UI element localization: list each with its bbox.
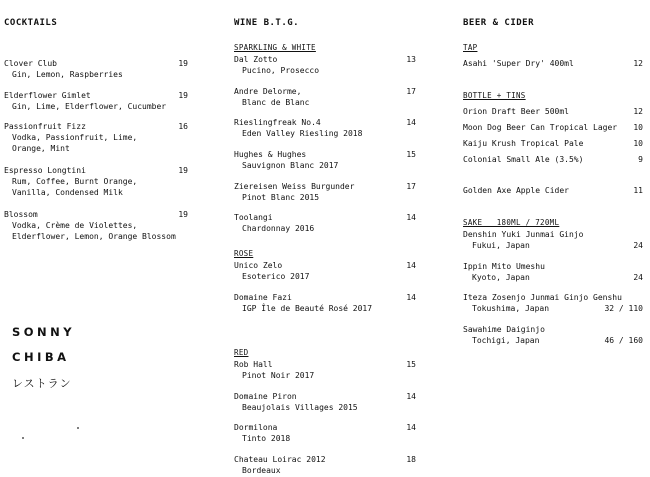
menu-item (463, 154, 643, 165)
menu-item (234, 149, 416, 171)
item-name: Elderflower Gimlet (4, 91, 91, 100)
item-price: 9 (638, 155, 643, 164)
menu-item (4, 209, 188, 242)
menu-item (463, 229, 643, 251)
item-price: 24 (633, 273, 643, 282)
menu-item (4, 90, 188, 112)
menu-item (234, 422, 416, 444)
item-desc: Orange, Mint (12, 144, 70, 153)
brand-japanese: レストラン (12, 377, 72, 390)
item-name: Unico Zelo (234, 261, 283, 270)
item-name: Chateau Loirac 2012 (234, 455, 326, 464)
item-name: Orion Draft Beer 500ml (463, 107, 569, 116)
item-name: Sawahime Daiginjo (463, 325, 545, 334)
section-heading-red: RED (234, 348, 249, 357)
item-price: 12 (633, 59, 643, 68)
section-heading-bottle: BOTTLE + TINS (463, 91, 526, 100)
menu-item (463, 292, 643, 314)
section-heading-tap: TAP (463, 43, 478, 52)
item-name: Andre Delorme, (234, 87, 302, 96)
item-name: Clover Club (4, 59, 57, 68)
menu-item (234, 181, 416, 203)
item-desc: Rum, Coffee, Burnt Orange, (12, 177, 138, 186)
item-desc: Chardonnay 2016 (242, 224, 315, 233)
item-price: 17 (406, 182, 416, 191)
item-name: Iteza Zosenjo Junmai Ginjo Genshu (463, 293, 622, 302)
menu-item (234, 292, 416, 314)
menu-item (4, 165, 188, 198)
item-name: Passionfruit Fizz (4, 122, 86, 131)
decorative-dot (22, 437, 24, 439)
item-price: 14 (406, 213, 416, 222)
item-name: Rob Hall (234, 360, 273, 369)
item-desc: Pinot Noir 2017 (242, 371, 315, 380)
item-name: Hughes & Hughes (234, 150, 307, 159)
item-desc: Eden Valley Riesling 2018 (242, 129, 363, 138)
item-price: 16 (178, 122, 188, 131)
item-name: Domaine Fazi (234, 293, 292, 302)
item-price: 11 (633, 186, 643, 195)
wine-column (234, 0, 416, 477)
item-desc: Beaujolais Villages 2015 (242, 403, 358, 412)
item-desc: Fukui, Japan (472, 241, 530, 250)
section-heading-sparkling: SPARKLING & WHITE (234, 43, 316, 52)
item-name: Dal Zotto (234, 55, 278, 64)
item-price: 14 (406, 423, 416, 432)
item-desc: Esoterico 2017 (242, 272, 310, 281)
menu-item (234, 212, 416, 234)
item-desc: Tochigi, Japan (472, 336, 540, 345)
menu-item (463, 138, 643, 149)
item-price: 15 (406, 150, 416, 159)
item-name: Asahi 'Super Dry' 400ml (463, 59, 574, 68)
item-desc: Gin, Lime, Elderflower, Cucumber (12, 102, 167, 111)
item-price: 19 (178, 91, 188, 100)
item-price: 24 (633, 241, 643, 250)
item-price: 14 (406, 392, 416, 401)
beer-title: BEER & CIDER (463, 18, 535, 28)
brand-logo-line1: SONNY (12, 325, 76, 339)
item-name: Kaiju Krush Tropical Pale (463, 139, 584, 148)
item-price: 14 (406, 293, 416, 302)
menu-item (463, 261, 643, 283)
item-desc: Vanilla, Condensed Milk (12, 188, 123, 197)
menu-item (4, 58, 188, 80)
menu-item (234, 117, 416, 139)
item-price: 10 (633, 139, 643, 148)
menu-item (463, 185, 643, 196)
item-name: Domaine Piron (234, 392, 297, 401)
section-heading-sake: SAKE 180ML / 720ML (463, 218, 560, 227)
item-price: 17 (406, 87, 416, 96)
item-name: Ziereisen Weiss Burgunder (234, 182, 355, 191)
item-price: 10 (633, 123, 643, 132)
menu-item (4, 121, 188, 154)
item-desc: Kyoto, Japan (472, 273, 530, 282)
item-name: Dormilona (234, 423, 278, 432)
item-price: 12 (633, 107, 643, 116)
item-price: 14 (406, 118, 416, 127)
item-name: Golden Axe Apple Cider (463, 186, 569, 195)
item-price: 14 (406, 261, 416, 270)
item-desc: Sauvignon Blanc 2017 (242, 161, 339, 170)
item-desc: Tinto 2018 (242, 434, 291, 443)
item-name: Ippin Mito Umeshu (463, 262, 545, 271)
menu-item (234, 86, 416, 108)
item-price: 18 (406, 455, 416, 464)
menu-item (234, 454, 416, 476)
item-desc: Elderflower, Lemon, Orange Blossom (12, 232, 176, 241)
item-name: Moon Dog Beer Can Tropical Lager (463, 123, 618, 132)
cocktails-title: COCKTAILS (4, 18, 58, 28)
section-heading-rose: ROSE (234, 249, 254, 258)
item-price: 19 (178, 166, 188, 175)
menu-item (463, 324, 643, 346)
item-desc: Pucino, Prosecco (242, 66, 320, 75)
item-name: Blossom (4, 210, 38, 219)
brand-logo-line2: CHIBA (12, 350, 70, 364)
item-desc: Blanc de Blanc (242, 98, 310, 107)
item-name: Denshin Yuki Junmai Ginjo (463, 230, 584, 239)
menu-item (234, 54, 416, 76)
item-desc: Pinot Blanc 2015 (242, 193, 320, 202)
menu-item (234, 359, 416, 381)
item-desc: Vodka, Crème de Violettes, (12, 221, 138, 230)
item-name: Toolangi (234, 213, 273, 222)
item-name: Colonial Small Ale (3.5%) (463, 155, 584, 164)
item-price: 13 (406, 55, 416, 64)
beer-column (463, 0, 643, 477)
cocktails-column (4, 0, 188, 477)
menu-item (463, 106, 643, 117)
item-price: 46 / 160 (604, 336, 643, 345)
item-name: Rieslingfreak No.4 (234, 118, 321, 127)
wine-title: WINE B.T.G. (234, 18, 300, 28)
item-desc: Tokushima, Japan (472, 304, 550, 313)
item-price: 15 (406, 360, 416, 369)
menu-item (234, 391, 416, 413)
decorative-dot (77, 427, 79, 429)
item-desc: IGP Île de Beauté Rosé 2017 (242, 304, 373, 313)
item-desc: Gin, Lemon, Raspberries (12, 70, 123, 79)
menu-item (234, 260, 416, 282)
menu-item (463, 122, 643, 133)
item-price: 19 (178, 59, 188, 68)
item-desc: Vodka, Passionfruit, Lime, (12, 133, 138, 142)
item-desc: Bordeaux (242, 466, 281, 475)
item-name: Espresso Longtini (4, 166, 86, 175)
item-price: 32 / 110 (604, 304, 643, 313)
item-price: 19 (178, 210, 188, 219)
menu-item (463, 58, 643, 69)
